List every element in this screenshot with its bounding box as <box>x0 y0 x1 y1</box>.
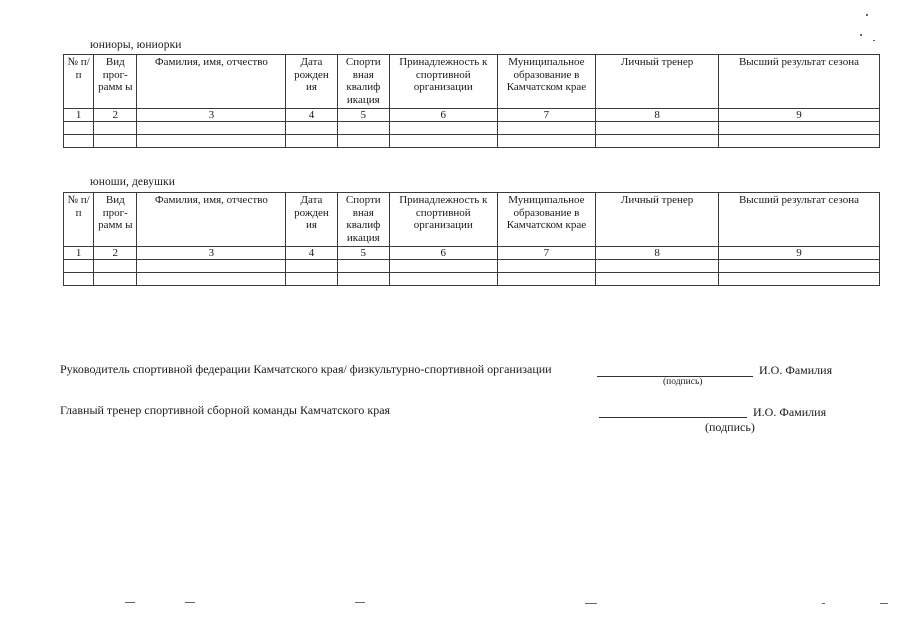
table-cell[interactable] <box>596 260 719 273</box>
scan-speck <box>822 603 825 604</box>
leader-signature-caption: (подпись) <box>663 377 703 387</box>
col-header-qualification: Спорти вная квалиф икация <box>337 55 389 109</box>
col-header-best-result: Высший результат сезона <box>718 55 879 109</box>
table-cell[interactable] <box>94 273 137 286</box>
col-number: 2 <box>94 109 137 122</box>
table-cell[interactable] <box>286 122 337 135</box>
table-row[interactable] <box>64 122 880 135</box>
table-cell[interactable] <box>718 273 879 286</box>
col-header-coach: Личный тренер <box>596 193 719 247</box>
table-cell[interactable] <box>286 273 337 286</box>
table-cell[interactable] <box>718 122 879 135</box>
table-cell[interactable] <box>337 135 389 148</box>
table-cell[interactable] <box>389 260 497 273</box>
col-header-fullname: Фамилия, имя, отчество <box>137 55 286 109</box>
col-number: 7 <box>497 247 596 260</box>
col-header-number: № п/п <box>64 193 94 247</box>
table-row[interactable] <box>64 273 880 286</box>
table-cell[interactable] <box>137 273 286 286</box>
table-header-row <box>64 193 880 247</box>
table-cell[interactable] <box>497 122 596 135</box>
scan-speck <box>866 14 868 16</box>
table-cell[interactable] <box>286 135 337 148</box>
table-header-row <box>64 55 880 109</box>
table-cell[interactable] <box>596 135 719 148</box>
col-number: 9 <box>718 109 879 122</box>
col-header-qualification: Спорти вная квалиф икация <box>337 193 389 247</box>
col-number: 5 <box>337 109 389 122</box>
table-cell[interactable] <box>497 273 596 286</box>
table-cell[interactable] <box>137 135 286 148</box>
table-cell[interactable] <box>94 135 137 148</box>
table-cell[interactable] <box>596 122 719 135</box>
col-number: 3 <box>137 247 286 260</box>
col-header-number: № п/п <box>64 55 94 109</box>
col-header-coach: Личный тренер <box>596 55 719 109</box>
table-cell[interactable] <box>64 273 94 286</box>
table-cell[interactable] <box>64 122 94 135</box>
table-cell[interactable] <box>389 135 497 148</box>
table-cell[interactable] <box>718 135 879 148</box>
table-cell[interactable] <box>337 260 389 273</box>
table-cell[interactable] <box>94 122 137 135</box>
col-number: 4 <box>286 109 337 122</box>
table-cell[interactable] <box>64 260 94 273</box>
table-cell[interactable] <box>497 135 596 148</box>
juniors-table <box>63 54 880 148</box>
col-header-program: Вид прог- рамм ы <box>94 193 137 247</box>
table-row[interactable] <box>64 135 880 148</box>
leader-name-placeholder: И.О. Фамилия <box>759 363 833 377</box>
table-cell[interactable] <box>137 122 286 135</box>
scan-speck <box>873 40 875 41</box>
col-number: 5 <box>337 247 389 260</box>
youth-table <box>63 192 880 286</box>
col-header-fullname: Фамилия, имя, отчество <box>137 193 286 247</box>
table-cell[interactable] <box>497 260 596 273</box>
leader-signature-label: Руководитель спортивной федерации Камчатского края/ физкультурно-спортивной организации <box>60 362 552 376</box>
table-row[interactable] <box>64 260 880 273</box>
table-cell[interactable] <box>389 273 497 286</box>
table-cell[interactable] <box>94 260 137 273</box>
col-number: 2 <box>94 247 137 260</box>
column-number-row <box>64 247 880 260</box>
col-header-municipality: Муниципальное образование в Камчатском крае <box>497 55 596 109</box>
coach-signature-underline[interactable] <box>599 417 747 418</box>
table-cell[interactable] <box>286 260 337 273</box>
section-title-youth: юноши, девушки <box>90 176 175 188</box>
col-header-organization: Принадлежность к спортивной организации <box>389 55 497 109</box>
col-number: 8 <box>596 109 719 122</box>
col-header-organization: Принадлежность к спортивной организации <box>389 193 497 247</box>
col-header-birthdate: Дата рожден ия <box>286 193 337 247</box>
scan-speck <box>880 603 888 604</box>
col-number: 7 <box>497 109 596 122</box>
col-number: 6 <box>389 247 497 260</box>
column-number-row <box>64 109 880 122</box>
section-title-juniors: юниоры, юниорки <box>90 39 182 51</box>
col-header-program: Вид прог- рамм ы <box>94 55 137 109</box>
col-number: 9 <box>718 247 879 260</box>
col-number: 1 <box>64 109 94 122</box>
col-number: 4 <box>286 247 337 260</box>
col-number: 3 <box>137 109 286 122</box>
table-cell[interactable] <box>337 122 389 135</box>
scan-speck <box>185 602 195 603</box>
table-cell[interactable] <box>389 122 497 135</box>
scan-speck <box>355 602 365 603</box>
coach-name-placeholder: И.О. Фамилия <box>753 405 827 419</box>
col-header-best-result: Высший результат сезона <box>718 193 879 247</box>
coach-signature-caption: (подпись) <box>705 420 755 434</box>
scan-speck <box>585 603 597 604</box>
coach-signature-label: Главный тренер спортивной сборной команды Камчатского края <box>60 403 391 417</box>
col-number: 6 <box>389 109 497 122</box>
scan-speck <box>125 602 135 603</box>
table-cell[interactable] <box>596 273 719 286</box>
col-number: 1 <box>64 247 94 260</box>
table-cell[interactable] <box>137 260 286 273</box>
table-cell[interactable] <box>718 260 879 273</box>
table-cell[interactable] <box>64 135 94 148</box>
table-cell[interactable] <box>337 273 389 286</box>
col-header-municipality: Муниципальное образование в Камчатском крае <box>497 193 596 247</box>
col-number: 8 <box>596 247 719 260</box>
scan-speck <box>860 34 862 36</box>
col-header-birthdate: Дата рожден ия <box>286 55 337 109</box>
